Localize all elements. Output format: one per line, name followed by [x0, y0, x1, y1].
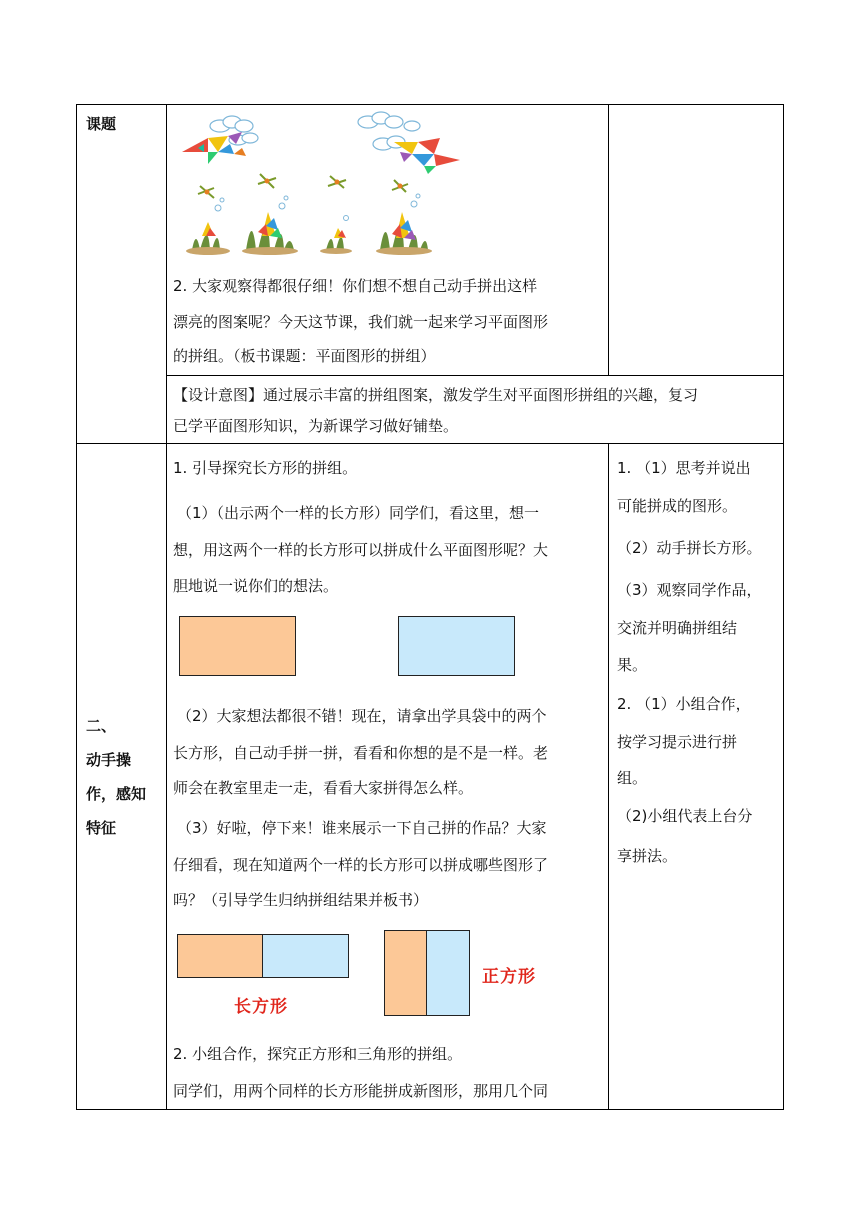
bubble-icon [215, 194, 420, 221]
row-divider [76, 443, 784, 444]
teacher-line: 2. 小组合作，探究正方形和三角形的拼组。 [173, 1045, 463, 1063]
student-line: （2)小组代表上台分 [617, 807, 753, 825]
section-label-line: 特征 [86, 819, 117, 837]
square-label: 正方形 [482, 967, 536, 987]
design-intent-line: 【设计意图】通过展示丰富的拼组图案，激发学生对平面图形拼组的兴趣，复习 [173, 386, 699, 404]
student-line: 按学习提示进行拼 [617, 733, 738, 751]
teacher-line: （3）好啦，停下来！谁来展示一下自己拼的作品？大家 [177, 819, 547, 837]
table-top-border [76, 104, 784, 105]
section-label-line: 动手操 [86, 751, 132, 769]
topic-paragraph-line: 的拼组。（板书课题：平面图形的拼组） [173, 347, 436, 365]
teacher-line: 吗？（引导学生归纳拼组结果并板书） [173, 891, 429, 909]
student-line: 1. （1）思考并说出 [617, 459, 751, 477]
student-line: （2）动手拼长方形。 [617, 539, 762, 557]
topic-label: 课题 [86, 115, 117, 133]
orange-rectangle [179, 616, 296, 676]
column-divider-2-top [608, 104, 609, 376]
tangram-fish-icon [394, 138, 460, 174]
combined-square-orange-half [384, 930, 428, 1016]
section-label-line: 作，感知 [86, 785, 147, 803]
table-bottom-border [76, 1109, 784, 1110]
dragonfly-icon [198, 174, 408, 198]
student-line: 可能拼成的图形。 [617, 497, 738, 515]
tangram-fish-icon [182, 132, 246, 164]
teacher-line: 胆地说一说你们的想法。 [173, 577, 339, 595]
combined-rectangle-orange-half [177, 934, 264, 978]
student-line: （3）观察同学作品， [617, 581, 762, 599]
teacher-line: 长方形，自己动手拼一拼，看看和你想的是不是一样。老 [173, 744, 549, 762]
seaweed-icon [192, 227, 428, 250]
teacher-line: 想，用这两个一样的长方形可以拼成什么平面图形呢？大 [173, 541, 549, 559]
teacher-line: （1）（出示两个一样的长方形）同学们，看这里，想一 [177, 504, 540, 522]
table-left-border [76, 104, 77, 1110]
student-line: 享拼法。 [617, 847, 678, 865]
teacher-line: （2）大家想法都很不错！现在，请拿出学具袋中的两个 [177, 707, 547, 725]
topic-paragraph-line: 2. 大家观察得都很仔细！你们想不想自己动手拼出这样 [173, 277, 538, 295]
combined-rectangle-blue-half [262, 934, 349, 978]
student-line: 2. （1）小组合作， [617, 695, 751, 713]
rectangle-label: 长方形 [234, 997, 288, 1017]
teacher-line: 师会在教室里走一走，看看大家拼得怎么样。 [173, 779, 474, 797]
topic-paragraph-line: 漂亮的图案呢？今天这节课，我们就一起来学习平面图形 [173, 313, 549, 331]
column-divider-2-bottom [608, 444, 609, 1110]
design-intent-line: 已学平面图形知识，为新课学习做好铺垫。 [173, 417, 459, 435]
student-line: 果。 [617, 656, 648, 674]
cloud-icon [210, 112, 420, 150]
teacher-line: 同学们，用两个同样的长方形能拼成新图形，那用几个同 [173, 1082, 549, 1100]
table-right-border [783, 104, 784, 1110]
column-divider-1 [166, 104, 167, 1110]
student-line: 交流并明确拼组结 [617, 619, 738, 637]
design-intent-top-border [166, 375, 784, 376]
section-label-line: 二、 [86, 717, 117, 735]
teacher-line: 1. 引导探究长方形的拼组。 [173, 459, 358, 477]
teacher-line: 仔细看，现在知道两个一样的长方形可以拼成哪些图形了 [173, 856, 549, 874]
blue-rectangle [398, 616, 515, 676]
dragonfly-body-icon [205, 179, 403, 195]
combined-square-blue-half [426, 930, 470, 1016]
student-line: 组。 [617, 769, 648, 787]
sand-icon [186, 247, 432, 255]
tangram-pattern-image [178, 108, 468, 258]
